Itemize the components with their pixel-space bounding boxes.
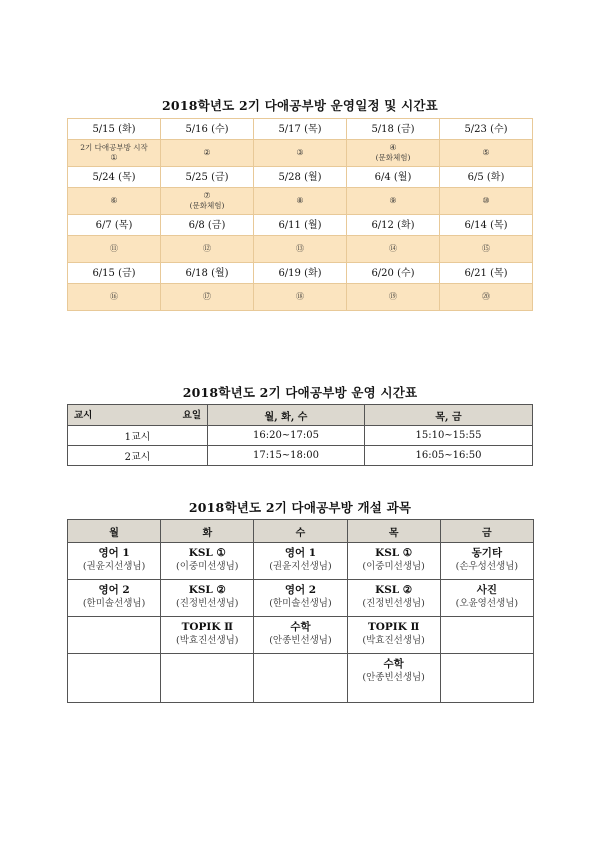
schedule-session-cell xyxy=(440,236,533,263)
schedule-session-cell xyxy=(254,188,347,215)
course-cell xyxy=(347,580,440,617)
time-cell: 15:10~15:55 xyxy=(365,426,533,446)
schedule-date-cell: 5/25 (금) xyxy=(161,167,254,188)
course-cell xyxy=(254,580,347,617)
schedule-date-cell: 5/17 (목) xyxy=(254,119,347,140)
session-number: ⑦ xyxy=(203,191,211,200)
schedule-session-cell xyxy=(440,140,533,167)
session-number: ⑭ xyxy=(389,244,397,253)
schedule-date-cell: 6/20 (수) xyxy=(347,263,440,284)
course-cell xyxy=(440,580,533,617)
schedule-session-cell xyxy=(440,188,533,215)
schedule-session-row xyxy=(68,140,533,167)
course-cell xyxy=(68,543,161,580)
schedule-session-cell xyxy=(347,284,440,311)
schedule-session-cell xyxy=(347,188,440,215)
day-header-cell: 수 xyxy=(254,520,347,543)
course-cell xyxy=(161,617,254,654)
schedule-session-cell xyxy=(161,236,254,263)
course-name: TOPIK Ⅱ xyxy=(181,621,233,633)
schedule-date-cell: 6/11 (월) xyxy=(254,215,347,236)
course-name: 영어 2 xyxy=(284,584,317,596)
schedule-date-row xyxy=(68,215,533,236)
timetable-header-row xyxy=(68,405,533,426)
courses-row xyxy=(68,543,534,580)
course-name: KSL ② xyxy=(188,584,226,596)
period-label: 2교시 xyxy=(68,446,208,466)
schedule-session-row xyxy=(68,236,533,263)
timetable-title: 2018학년도 2기 다애공부방 운영 시간표 xyxy=(182,385,418,400)
course-name: 동기타 xyxy=(471,547,503,559)
session-event-label: (문화체험) xyxy=(375,153,411,162)
schedule-session-cell xyxy=(440,284,533,311)
schedule-session-cell xyxy=(254,284,347,311)
session-number: ④ xyxy=(389,143,397,152)
schedule-date-cell: 6/7 (목) xyxy=(68,215,161,236)
course-cell xyxy=(440,617,533,654)
schedule-date-cell: 6/15 (금) xyxy=(68,263,161,284)
teacher-name: (한미솔선생님) xyxy=(269,598,332,609)
teacher-name: (박효진선생님) xyxy=(176,635,239,646)
course-name: 수학 xyxy=(383,658,404,670)
schedule-session-cell xyxy=(68,284,161,311)
day-header-cell: 금 xyxy=(440,520,533,543)
course-cell xyxy=(254,654,347,703)
teacher-name: (손우성선생님) xyxy=(455,561,519,572)
session-number: ⑧ xyxy=(296,196,304,205)
day-header-cell: 목 xyxy=(347,520,440,543)
course-cell xyxy=(347,654,440,703)
teacher-name: (안종빈선생님) xyxy=(362,672,425,683)
schedule-date-cell: 6/12 (화) xyxy=(347,215,440,236)
schedule-date-cell: 6/14 (목) xyxy=(440,215,533,236)
courses-table xyxy=(67,519,534,703)
session-number: ① xyxy=(110,153,118,162)
teacher-name: (이중미선생님) xyxy=(176,561,239,572)
schedule-date-cell: 5/24 (목) xyxy=(68,167,161,188)
schedule-session-cell xyxy=(161,140,254,167)
course-cell xyxy=(440,543,533,580)
course-name: 영어 2 xyxy=(98,584,130,596)
course-cell xyxy=(440,654,533,703)
schedule-date-cell: 5/28 (월) xyxy=(254,167,347,188)
schedule-table xyxy=(67,118,533,311)
time-cell: 16:05~16:50 xyxy=(365,446,533,466)
schedule-session-row xyxy=(68,188,533,215)
schedule-date-cell: 5/18 (금) xyxy=(347,119,440,140)
course-cell xyxy=(161,654,254,703)
courses-row xyxy=(68,654,534,703)
timetable-table xyxy=(67,404,533,466)
corner-day-label: 요일 xyxy=(182,410,201,421)
corner-period-label: 교시 xyxy=(74,410,93,421)
timetable-corner-cell xyxy=(68,405,208,426)
session-number: ⑱ xyxy=(296,292,304,301)
course-cell xyxy=(254,543,347,580)
session-event-label: 2기 다애공부방 시작 xyxy=(80,143,148,152)
schedule-date-row xyxy=(68,263,533,284)
course-name: KSL ① xyxy=(375,547,413,559)
session-number: ⑰ xyxy=(203,292,211,301)
schedule-date-cell: 6/8 (금) xyxy=(161,215,254,236)
schedule-session-cell xyxy=(68,236,161,263)
session-number: ⑫ xyxy=(203,244,211,253)
day-header-cell: 화 xyxy=(161,520,254,543)
course-cell xyxy=(254,617,347,654)
schedule-title: 2018학년도 2기 다애공부방 운영일정 및 시간표 xyxy=(162,98,438,113)
session-number: ⑯ xyxy=(110,292,118,301)
schedule-date-cell: 6/19 (화) xyxy=(254,263,347,284)
teacher-name: (진정빈선생님) xyxy=(362,598,425,609)
course-name: KSL ① xyxy=(188,547,226,559)
teacher-name: (한미솔선생님) xyxy=(82,598,146,609)
schedule-session-cell xyxy=(68,188,161,215)
course-cell xyxy=(347,543,440,580)
teacher-name: (권윤지선생님) xyxy=(82,561,146,572)
schedule-date-cell: 5/15 (화) xyxy=(68,119,161,140)
schedule-session-cell xyxy=(347,236,440,263)
course-name: 영어 1 xyxy=(98,547,130,559)
teacher-name: (박효진선생님) xyxy=(362,635,425,646)
session-number: ⑨ xyxy=(389,196,397,205)
teacher-name: (안종빈선생님) xyxy=(269,635,332,646)
session-number: ⑪ xyxy=(110,244,118,253)
schedule-session-cell xyxy=(254,140,347,167)
teacher-name: (이중미선생님) xyxy=(362,561,425,572)
session-number: ⑮ xyxy=(482,244,490,253)
session-number: ⑤ xyxy=(482,148,490,157)
courses-row xyxy=(68,580,534,617)
course-name: 영어 1 xyxy=(284,547,317,559)
course-cell xyxy=(68,580,161,617)
course-cell xyxy=(68,654,161,703)
schedule-date-cell: 6/21 (목) xyxy=(440,263,533,284)
course-cell xyxy=(161,543,254,580)
session-number: ② xyxy=(203,148,211,157)
teacher-name: (권윤지선생님) xyxy=(269,561,332,572)
schedule-date-cell: 6/4 (월) xyxy=(347,167,440,188)
schedule-session-cell xyxy=(68,140,161,167)
courses-row xyxy=(68,617,534,654)
teacher-name: (진정빈선생님) xyxy=(176,598,239,609)
period-label: 1교시 xyxy=(68,426,208,446)
schedule-date-row xyxy=(68,167,533,188)
session-event-label: (문화체험) xyxy=(189,201,225,210)
time-cell: 17:15~18:00 xyxy=(208,446,365,466)
schedule-date-cell: 5/16 (수) xyxy=(161,119,254,140)
schedule-session-cell xyxy=(254,236,347,263)
session-number: ⑲ xyxy=(389,292,397,301)
course-cell xyxy=(161,580,254,617)
course-name: KSL ② xyxy=(375,584,413,596)
course-cell xyxy=(347,617,440,654)
timetable-row xyxy=(68,426,533,446)
timetable-col-mon-tue-wed: 월, 화, 수 xyxy=(208,405,365,426)
time-cell: 16:20~17:05 xyxy=(208,426,365,446)
timetable-col-thu-fri: 목, 금 xyxy=(365,405,533,426)
schedule-session-cell xyxy=(161,284,254,311)
course-cell xyxy=(68,617,161,654)
session-number: ⑬ xyxy=(296,244,304,253)
teacher-name: (오윤영선생님) xyxy=(455,598,519,609)
schedule-session-row xyxy=(68,284,533,311)
session-number: ⑩ xyxy=(482,196,490,205)
timetable-row xyxy=(68,446,533,466)
schedule-date-cell: 6/5 (화) xyxy=(440,167,533,188)
day-header-cell: 월 xyxy=(68,520,161,543)
course-name: 사진 xyxy=(476,584,498,596)
session-number: ⑥ xyxy=(110,196,118,205)
courses-title: 2018학년도 2기 다애공부방 개설 과목 xyxy=(188,500,412,515)
session-number: ③ xyxy=(296,148,304,157)
schedule-date-cell: 5/23 (수) xyxy=(440,119,533,140)
schedule-date-cell: 6/18 (월) xyxy=(161,263,254,284)
schedule-session-cell xyxy=(161,188,254,215)
course-name: 수학 xyxy=(290,621,311,633)
course-name: TOPIK Ⅱ xyxy=(367,621,420,633)
session-number: ⑳ xyxy=(482,292,490,301)
schedule-date-row xyxy=(68,119,533,140)
courses-header-row xyxy=(68,520,534,543)
schedule-session-cell xyxy=(347,140,440,167)
